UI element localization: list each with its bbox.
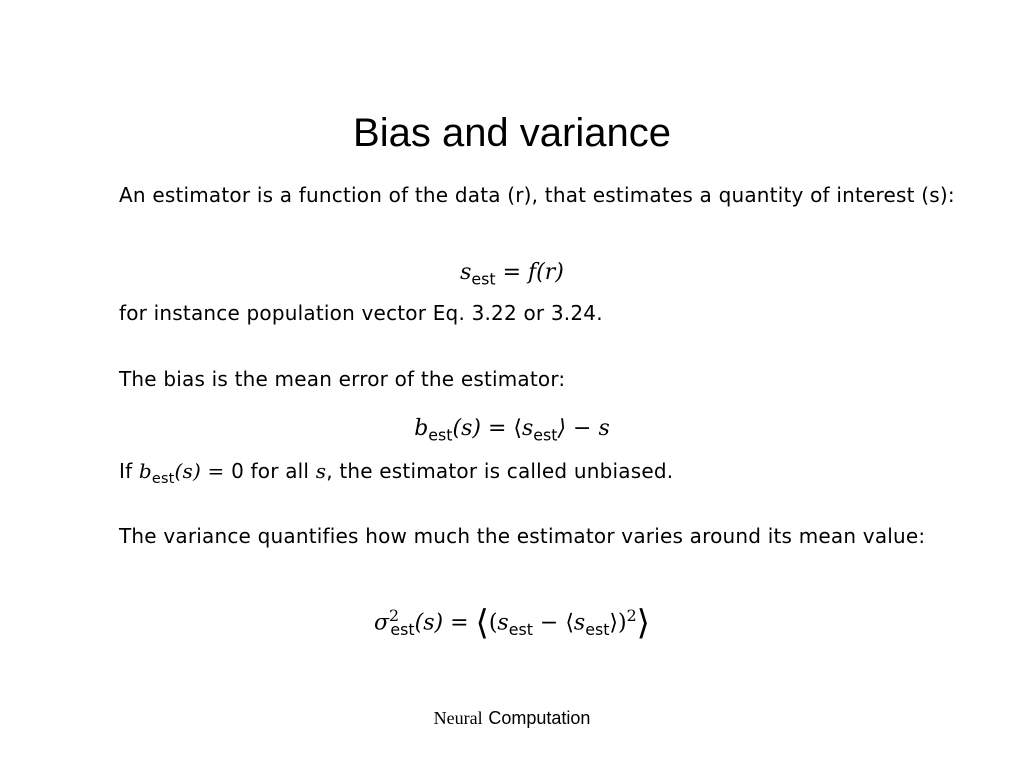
eq2-est-sub: est [428, 425, 453, 445]
eq2-arg: (s) [452, 416, 481, 441]
eq3-est-sub-1: est [508, 620, 533, 640]
unbiased-math-tail: (s) = [174, 459, 232, 483]
slide-title: Bias and variance [353, 111, 671, 155]
eq3-close-inner: ⟩) [609, 610, 627, 636]
eq3-inner-open: ( [488, 610, 498, 636]
footer-word-neural: Neural [433, 708, 483, 728]
equation-variance [0, 598, 1024, 648]
unbiased-b-var: b [138, 459, 152, 483]
eq3-est-sub: est [390, 620, 415, 640]
eq2-b-var: b [414, 416, 429, 441]
eq3-arg: (s) = [414, 610, 476, 636]
footer-word-computation: Computation [488, 708, 591, 728]
paragraph-variance-definition: The variance quantifies how much the estimator varies around its mean value: [119, 524, 926, 548]
eq3-s-var-1: s [497, 610, 509, 636]
eq1-est-sub: est [471, 269, 496, 289]
eq2-s-var: s [521, 416, 534, 441]
eq3-rangle: ⟩ [636, 602, 650, 643]
unbiased-zero-all: 0 for all [231, 459, 316, 483]
unbiased-s-var: s [315, 459, 327, 483]
equation-bias [0, 411, 1024, 454]
eq3-est-sub-2: est [585, 620, 610, 640]
paragraph-estimator-definition: An estimator is a function of the data (r), that estimates a quantity of interest (s): [119, 183, 955, 207]
unbiased-prefix: If [119, 459, 139, 483]
unbiased-suffix: , the estimator is called unbiased. [326, 459, 674, 483]
eq1-s-var: s [460, 260, 472, 285]
eq1-rhs: = f(r) [502, 260, 564, 285]
eq3-sup-2: 2 [626, 606, 637, 625]
eq3-s-var-2: s [573, 610, 586, 636]
slide-footer [0, 706, 1024, 731]
eq3-langle: ⟨ [475, 602, 489, 643]
paragraph-example: for instance population vector Eq. 3.22 or 3.24. [119, 301, 603, 325]
eq3-sup: 2 [389, 606, 400, 625]
unbiased-est-sub: est [151, 471, 175, 488]
paragraph-bias-definition: The bias is the mean error of the estimator: [119, 367, 566, 391]
eq2-eq-langle: = ⟨ [480, 416, 522, 441]
eq2-est-sub-2: est [533, 425, 558, 445]
equation-estimator [0, 255, 1024, 298]
eq2-close: ⟩ − s [557, 416, 610, 441]
eq3-minus: − ⟨ [532, 610, 574, 636]
eq3-sigma: σ [374, 610, 390, 636]
paragraph-unbiased [119, 455, 955, 495]
